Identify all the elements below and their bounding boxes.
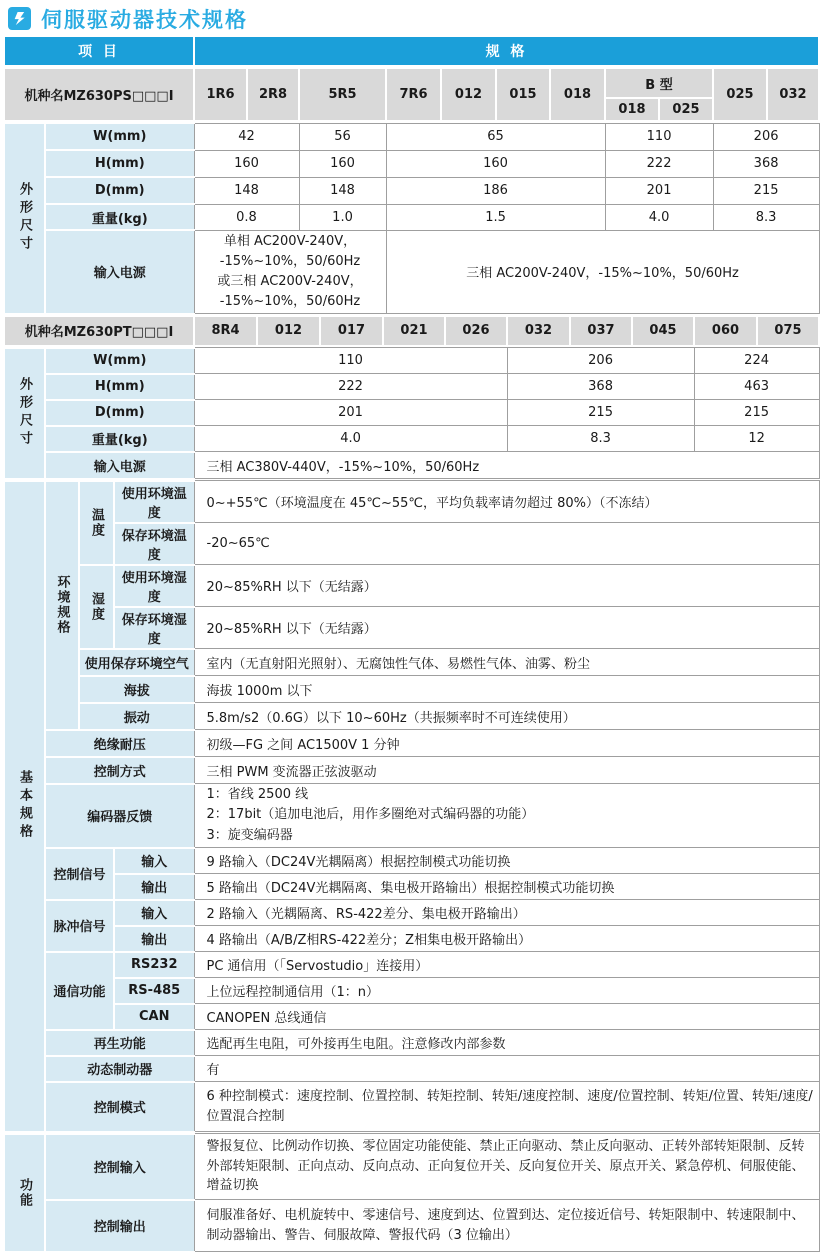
env-hum-group: 湿度 bbox=[79, 565, 114, 649]
pulse-signal-group: 脉冲信号 bbox=[45, 900, 114, 952]
pulse-signal-out-value: 4 路输出（A/B/Z相RS-422差分；Z相集电极开路输出） bbox=[194, 926, 819, 952]
env-altitude-value: 海拔 1000m 以下 bbox=[194, 676, 819, 703]
ps-col-1r6: 1R6 bbox=[194, 68, 247, 121]
pt-col-037: 037 bbox=[570, 316, 632, 346]
env-hum-use-label: 使用环境湿度 bbox=[114, 565, 194, 607]
pt-col-075: 075 bbox=[757, 316, 819, 346]
ps-power-right: 三相 AC200V-240V，-15%~10%，50/60Hz bbox=[386, 230, 819, 314]
pt-col-8r4: 8R4 bbox=[194, 316, 257, 346]
pt-w-v0: 110 bbox=[194, 348, 507, 374]
ctrl-signal-out-label: 输出 bbox=[114, 874, 194, 900]
comm-can-label: CAN bbox=[114, 1004, 194, 1030]
pt-dims-group: 外形尺寸 bbox=[4, 348, 45, 479]
ps-h-v1: 160 bbox=[299, 150, 386, 177]
ps-model-table bbox=[3, 67, 820, 122]
ps-h-v0: 160 bbox=[194, 150, 299, 177]
dyn-brake-label: 动态制动器 bbox=[45, 1056, 194, 1082]
env-hum-use-value: 20~85%RH 以下（无结露） bbox=[194, 565, 819, 607]
pt-power-label: 输入电源 bbox=[45, 452, 194, 479]
pt-wt-v0: 4.0 bbox=[194, 426, 507, 452]
ps-d-v0: 148 bbox=[194, 177, 299, 204]
ps-dims-group: 外形尺寸 bbox=[4, 123, 45, 314]
header-item: 项 目 bbox=[4, 36, 194, 66]
env-temp-group: 温度 bbox=[79, 481, 114, 565]
ps-h-v4: 368 bbox=[713, 150, 819, 177]
ps-d-v1: 148 bbox=[299, 177, 386, 204]
env-air-value: 室内（无直射阳光照射）、无腐蚀性气体、易燃性气体、油雾、粉尘 bbox=[194, 649, 819, 676]
regen-value: 选配再生电阻，可外接再生电阻。注意修改内部参数 bbox=[194, 1030, 819, 1056]
pt-col-045: 045 bbox=[632, 316, 694, 346]
pt-w-label: W(mm) bbox=[45, 348, 194, 374]
ps-col-btype-025: 025 bbox=[659, 98, 713, 121]
env-altitude-label: 海拔 bbox=[79, 676, 194, 703]
ctrl-mode-value: 6 种控制模式：速度控制、位置控制、转矩控制、转矩/速度控制、速度/位置控制、转矩/位置、转矩/速度/位置混合控制 bbox=[194, 1082, 819, 1132]
pt-h-label: H(mm) bbox=[45, 374, 194, 400]
encoder-label: 编码器反馈 bbox=[45, 784, 194, 848]
env-air-label: 使用保存环境空气 bbox=[79, 649, 194, 676]
ctrl-signal-in-value: 9 路输入（DC24V光耦隔离）根据控制模式功能切换 bbox=[194, 848, 819, 874]
ps-wt-v3: 4.0 bbox=[605, 204, 713, 230]
pt-w-v2: 224 bbox=[694, 348, 819, 374]
pulse-signal-out-label: 输出 bbox=[114, 926, 194, 952]
func-group: 功能 bbox=[4, 1134, 45, 1252]
ps-wt-v2: 1.5 bbox=[386, 204, 605, 230]
basic-group: 基本规格 bbox=[4, 481, 45, 1132]
lightning-glyph bbox=[12, 11, 27, 26]
page-title-bar bbox=[0, 0, 820, 35]
pt-dims-table bbox=[3, 347, 820, 480]
ps-col-2r8: 2R8 bbox=[247, 68, 299, 121]
pt-wt-label: 重量(kg) bbox=[45, 426, 194, 452]
ps-w-v1: 56 bbox=[299, 123, 386, 150]
func-output-value: 伺服准备好、电机旋转中、零速信号、速度到达、位置到达、定位接近信号、转矩限制中、转速限制中、制动器输出、警告、伺服故障、警报代码（3 位输出） bbox=[194, 1200, 819, 1252]
ps-h-v3: 222 bbox=[605, 150, 713, 177]
ps-col-btype-018: 018 bbox=[605, 98, 659, 121]
encoder-value: 1：省线 2500 线 2：17bit（追加电池后，用作多圈绝对式编码器的功能） 3：旋变编码器 bbox=[194, 784, 819, 848]
env-hum-store-label: 保存环境湿度 bbox=[114, 607, 194, 649]
ps-wt-label: 重量(kg) bbox=[45, 204, 194, 230]
comm-rs485-label: RS-485 bbox=[114, 978, 194, 1004]
pulse-signal-in-label: 输入 bbox=[114, 900, 194, 926]
pt-col-021: 021 bbox=[383, 316, 445, 346]
pt-col-012: 012 bbox=[257, 316, 320, 346]
pt-wt-v2: 12 bbox=[694, 426, 819, 452]
ps-h-label: H(mm) bbox=[45, 150, 194, 177]
ps-w-v2: 65 bbox=[386, 123, 605, 150]
pt-d-v0: 201 bbox=[194, 400, 507, 426]
ps-h-v2: 160 bbox=[386, 150, 605, 177]
spec-icon bbox=[8, 7, 31, 30]
pt-w-v1: 206 bbox=[507, 348, 694, 374]
ps-col-012: 012 bbox=[441, 68, 496, 121]
ctrl-mode-label: 控制模式 bbox=[45, 1082, 194, 1132]
dyn-brake-value: 有 bbox=[194, 1056, 819, 1082]
env-temp-use-value: 0~+55℃（环境温度在 45℃~55℃，平均负载率请勿超过 80%）（不冻结） bbox=[194, 481, 819, 523]
env-hum-store-value: 20~85%RH 以下（无结露） bbox=[194, 607, 819, 649]
env-temp-use-label: 使用环境温度 bbox=[114, 481, 194, 523]
comm-can-value: CANOPEN 总线通信 bbox=[194, 1004, 819, 1030]
ps-w-v0: 42 bbox=[194, 123, 299, 150]
ps-model-label: 机种名MZ630PS□□□I bbox=[4, 68, 194, 121]
pt-col-032: 032 bbox=[507, 316, 570, 346]
ps-d-v2: 186 bbox=[386, 177, 605, 204]
ps-col-018: 018 bbox=[550, 68, 605, 121]
env-group: 环境规格 bbox=[45, 481, 79, 730]
env-vibration-label: 振动 bbox=[79, 703, 194, 730]
env-vibration-value: 5.8m/s2（0.6G）以下 10~60Hz（共振频率时不可连续使用） bbox=[194, 703, 819, 730]
ps-power-left: 单相 AC200V-240V， -15%~10%，50/60Hz 或三相 AC200V-240V， -15%~10%，50/60Hz bbox=[194, 230, 386, 314]
ctrl-signal-in-label: 输入 bbox=[114, 848, 194, 874]
pulse-signal-in-value: 2 路输入（光耦隔离、RS-422差分、集电极开路输出） bbox=[194, 900, 819, 926]
env-temp-store-label: 保存环境温度 bbox=[114, 523, 194, 565]
ps-power-label: 输入电源 bbox=[45, 230, 194, 314]
pt-col-060: 060 bbox=[694, 316, 757, 346]
ps-wt-v1: 1.0 bbox=[299, 204, 386, 230]
pt-h-v2: 463 bbox=[694, 374, 819, 400]
pt-d-v1: 215 bbox=[507, 400, 694, 426]
pt-d-v2: 215 bbox=[694, 400, 819, 426]
header-spec: 规 格 bbox=[194, 36, 819, 66]
ps-col-032: 032 bbox=[767, 68, 819, 121]
ctrl-signal-out-value: 5 路输出（DC24V光耦隔离、集电极开路输出）根据控制模式功能切换 bbox=[194, 874, 819, 900]
ps-col-btype: B 型 bbox=[605, 68, 713, 98]
ps-w-v4: 206 bbox=[713, 123, 819, 150]
ps-d-label: D(mm) bbox=[45, 177, 194, 204]
func-output-label: 控制输出 bbox=[45, 1200, 194, 1252]
func-input-label: 控制输入 bbox=[45, 1134, 194, 1200]
function-table bbox=[3, 1133, 820, 1253]
comm-rs232-label: RS232 bbox=[114, 952, 194, 978]
ps-col-7r6: 7R6 bbox=[386, 68, 441, 121]
pt-col-017: 017 bbox=[320, 316, 383, 346]
control-method-label: 控制方式 bbox=[45, 757, 194, 784]
insulation-label: 绝缘耐压 bbox=[45, 730, 194, 757]
ps-w-label: W(mm) bbox=[45, 123, 194, 150]
ps-d-v3: 201 bbox=[605, 177, 713, 204]
pt-model-table bbox=[3, 315, 820, 347]
pt-h-v0: 222 bbox=[194, 374, 507, 400]
ps-col-025: 025 bbox=[713, 68, 767, 121]
ps-wt-v4: 8.3 bbox=[713, 204, 819, 230]
func-input-value: 警报复位、比例动作切换、零位固定功能使能、禁止正向驱动、禁止反向驱动、正转外部转矩限制、反转外部转矩限制、正向点动、反向点动、正向复位开关、反向复位开关、原点开关、紧急停机、伺服使能、增益切换 bbox=[194, 1134, 819, 1200]
ps-col-015: 015 bbox=[496, 68, 550, 121]
page-title: 伺服驱动器技术规格 bbox=[41, 7, 248, 32]
regen-label: 再生功能 bbox=[45, 1030, 194, 1056]
env-temp-store-value: -20~65℃ bbox=[194, 523, 819, 565]
comm-rs232-value: PC 通信用（「Servostudio」连接用） bbox=[194, 952, 819, 978]
basic-spec-table bbox=[3, 480, 820, 1133]
ps-w-v3: 110 bbox=[605, 123, 713, 150]
comm-rs485-value: 上位远程控制通信用（1：n） bbox=[194, 978, 819, 1004]
ctrl-signal-group: 控制信号 bbox=[45, 848, 114, 900]
pt-d-label: D(mm) bbox=[45, 400, 194, 426]
control-method-value: 三相 PWM 变流器正弦波驱动 bbox=[194, 757, 819, 784]
ps-wt-v0: 0.8 bbox=[194, 204, 299, 230]
pt-power-value: 三相 AC380V-440V，-15%~10%，50/60Hz bbox=[194, 452, 819, 479]
ps-dims-table bbox=[3, 122, 820, 315]
pt-h-v1: 368 bbox=[507, 374, 694, 400]
ps-d-v4: 215 bbox=[713, 177, 819, 204]
pt-col-026: 026 bbox=[445, 316, 507, 346]
ps-col-5r5: 5R5 bbox=[299, 68, 386, 121]
pt-model-label: 机种名MZ630PT□□□I bbox=[4, 316, 194, 346]
insulation-value: 初级—FG 之间 AC1500V 1 分钟 bbox=[194, 730, 819, 757]
pt-wt-v1: 8.3 bbox=[507, 426, 694, 452]
spec-table-header bbox=[3, 35, 820, 67]
comm-group: 通信功能 bbox=[45, 952, 114, 1030]
